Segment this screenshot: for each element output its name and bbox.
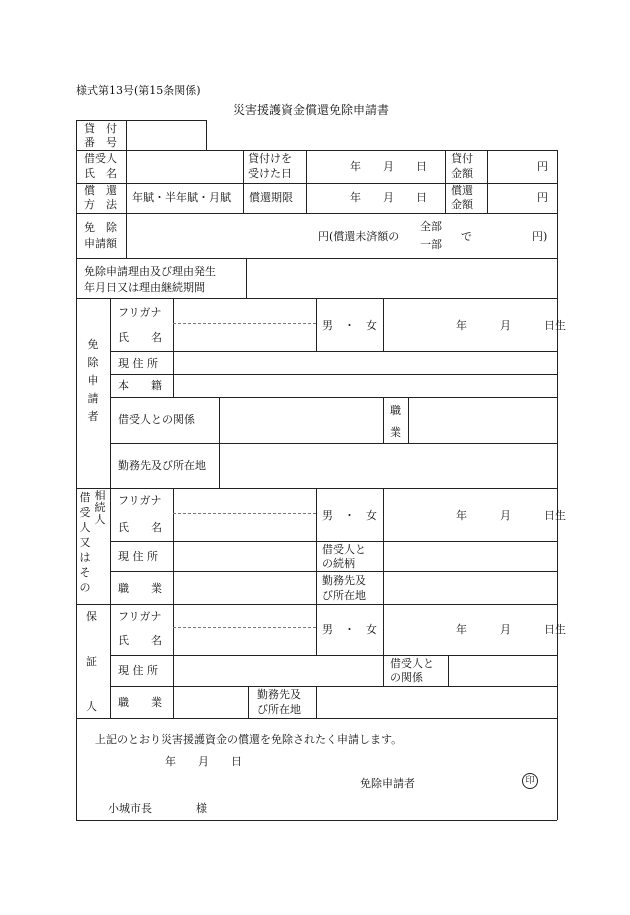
applicant-signature-label: 免除申請者 <box>360 777 415 790</box>
loan-amount-label-2: 金額 <box>451 167 473 180</box>
borrower-name-label: 借受人 <box>84 152 117 165</box>
heir-relation-label-2: の続柄 <box>322 557 355 570</box>
part-option: 一部 <box>420 238 442 251</box>
heir-furigana-label: フリガナ <box>118 494 162 507</box>
repay-period-value: 年 月 日 <box>350 191 427 204</box>
loan-amount-label: 貸付 <box>451 152 473 165</box>
heir-workplace-label-2: び所在地 <box>322 589 366 602</box>
borrower-name-label-2: 氏 名 <box>84 167 117 180</box>
loan-date-label: 貸付けを <box>248 152 292 165</box>
heir-section-label-2: 相 続 人 <box>94 489 106 526</box>
application-date: 年 月 日 <box>165 755 242 768</box>
heir-section-label: 借 受 人 又 は そ の <box>79 491 91 594</box>
form-number: 様式第13号(第15条関係) <box>76 84 201 97</box>
repay-amount-yen: 円 <box>537 191 548 204</box>
guarantor-name-label: 氏 名 <box>118 634 162 647</box>
addressee: 小城市長 様 <box>108 802 207 815</box>
exempt-amount-text: 円(償還未済額の <box>318 230 400 243</box>
repay-period-label: 償還期限 <box>249 191 293 204</box>
guarantor-workplace-label-2: び所在地 <box>257 703 301 716</box>
guarantor-section-label: 保 <box>86 610 97 623</box>
heir-occupation-label: 職 業 <box>118 582 162 595</box>
applicant-name-label: 氏 名 <box>118 331 162 344</box>
loan-date-value: 年 月 日 <box>350 160 427 173</box>
applicant-furigana-label: フリガナ <box>118 306 162 319</box>
seal-mark: 印 <box>522 773 538 789</box>
guarantor-section-label-2: 証 <box>86 655 97 668</box>
guarantor-section-label-3: 人 <box>86 700 97 713</box>
reason-label: 免除申請理由及び理由発生 <box>84 265 216 278</box>
applicant-occupation-label-2: 業 <box>390 426 401 439</box>
heir-gender: 男 ・ 女 <box>322 509 377 522</box>
loan-amount-yen: 円 <box>537 160 548 173</box>
heir-relation-label: 借受人と <box>322 543 366 556</box>
repay-amount-label: 償還 <box>451 184 473 197</box>
loan-number-label: 貸 付 <box>84 122 117 135</box>
exempt-amount-label: 免 除 <box>84 221 117 234</box>
guarantor-address-label: 現 住 所 <box>118 664 158 677</box>
applicant-address-label: 現 住 所 <box>118 357 158 370</box>
de-label: で <box>461 230 472 243</box>
guarantor-relation-label-2: の関係 <box>390 671 423 684</box>
loan-number-label-2: 番 号 <box>84 136 117 149</box>
applicant-workplace-label: 勤務先及び所在地 <box>118 459 206 472</box>
repay-amount-label-2: 金額 <box>451 198 473 211</box>
yen-close: 円) <box>532 230 548 243</box>
guarantor-furigana-label: フリガナ <box>118 610 162 623</box>
all-option: 全部 <box>420 220 442 233</box>
applicant-domicile-label: 本 籍 <box>118 379 162 392</box>
applicant-occupation-label: 職 <box>390 404 401 417</box>
heir-name-label: 氏 名 <box>118 521 162 534</box>
guarantor-birthdate: 年 月 日生 <box>456 623 566 636</box>
repay-method-label-2: 方 法 <box>84 198 117 211</box>
heir-birthdate: 年 月 日生 <box>456 509 566 522</box>
repay-method-label: 償 還 <box>84 184 117 197</box>
applicant-birthdate: 年 月 日生 <box>456 319 566 332</box>
reason-label-2: 年月日又は理由継続期間 <box>84 281 205 294</box>
repay-method-options: 年賦・半年賦・月賦 <box>132 191 231 204</box>
loan-date-label-2: 受けた日 <box>248 167 292 180</box>
heir-workplace-label: 勤務先及 <box>322 574 366 587</box>
request-statement: 上記のとおり災害援護資金の償還を免除されたく申請します。 <box>95 733 403 746</box>
applicant-section-label: 免 除 申 請 者 <box>87 338 99 423</box>
form-title: 災害援護資金償還免除申請書 <box>233 103 390 117</box>
exempt-amount-label-2: 申請額 <box>84 237 117 250</box>
applicant-relation-label: 借受人との関係 <box>118 413 195 426</box>
guarantor-workplace-label: 勤務先及 <box>257 688 301 701</box>
guarantor-relation-label: 借受人と <box>390 657 434 670</box>
heir-address-label: 現 住 所 <box>118 550 158 563</box>
guarantor-occupation-label: 職 業 <box>118 696 162 709</box>
guarantor-gender: 男 ・ 女 <box>322 623 377 636</box>
applicant-gender: 男 ・ 女 <box>322 319 377 332</box>
